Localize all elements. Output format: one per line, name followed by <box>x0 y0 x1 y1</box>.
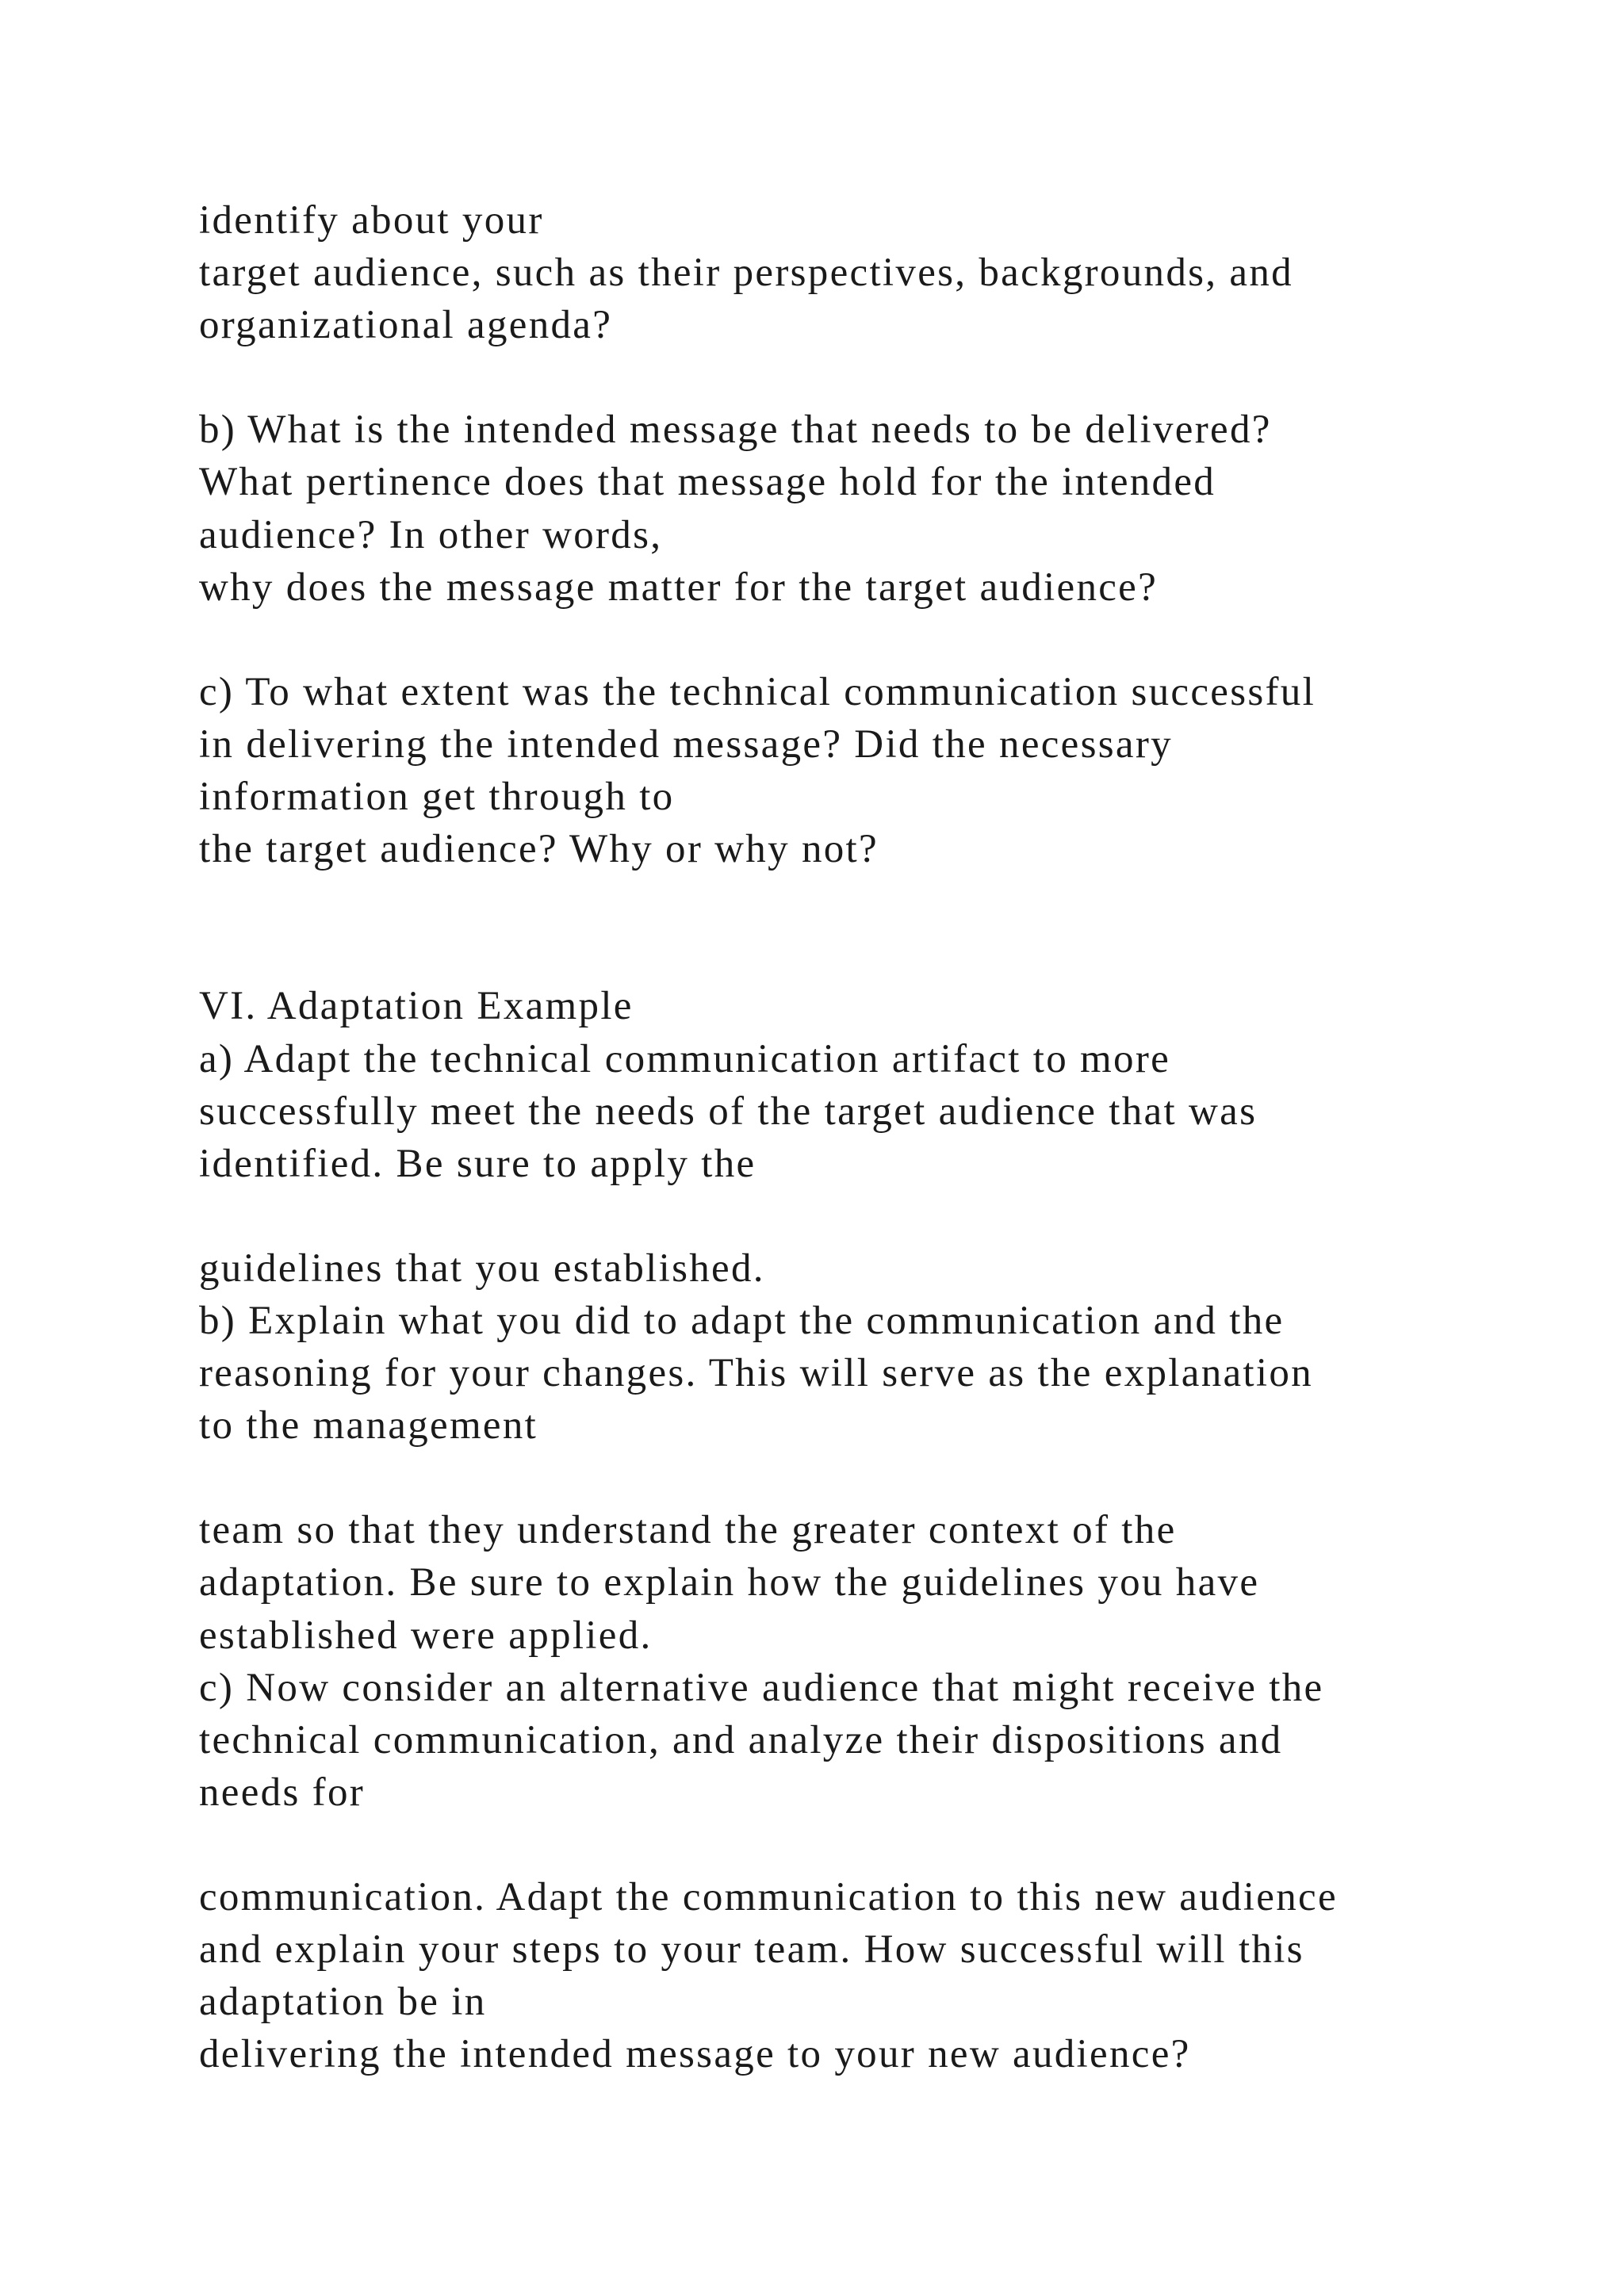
text-line: guidelines that you established. <box>199 1246 765 1291</box>
text-line: c) Now consider an alternative audience that might receive the <box>199 1665 1324 1710</box>
text-line: to the management <box>199 1403 538 1448</box>
blank-line <box>199 1452 1500 1504</box>
text-line: technical communication, and analyze their dispositions and <box>199 1717 1283 1762</box>
text-line: needs for <box>199 1770 366 1815</box>
text-line: identified. Be sure to apply the <box>199 1141 756 1186</box>
text-line: communication. Adapt the communication to this new audience <box>199 1875 1338 1919</box>
text-line: b) Explain what you did to adapt the communication and the <box>199 1298 1285 1343</box>
text-line: a) Adapt the technical communication artifact to more <box>199 1036 1171 1081</box>
text-line: c) To what extent was the technical communication successful <box>199 669 1316 714</box>
blank-line <box>199 1190 1500 1242</box>
section-heading: VI. Adaptation Example <box>199 984 634 1029</box>
document-body <box>199 194 1500 2080</box>
text-line: adaptation. Be sure to explain how the guidelines you have <box>199 1560 1260 1605</box>
blank-line <box>199 1819 1500 1871</box>
blank-line <box>199 351 1500 404</box>
text-line: successfully meet the needs of the target audience that was <box>199 1089 1258 1134</box>
text-line: why does the message matter for the target audience? <box>199 564 1159 610</box>
text-line: in delivering the intended message? Did the necessary <box>199 721 1173 767</box>
text-line: delivering the intended message to your new audience? <box>199 2032 1191 2077</box>
text-line: target audience, such as their perspectives, backgrounds, and <box>199 251 1293 296</box>
text-line: identify about your <box>199 198 544 243</box>
text-line: What pertinence does that message hold for the intended <box>199 460 1216 505</box>
text-line: information get through to <box>199 775 675 820</box>
text-line: established were applied. <box>199 1613 653 1658</box>
text-line: reasoning for your changes. This will serve as the explanation <box>199 1351 1313 1396</box>
text-line: audience? In other words, <box>199 512 663 557</box>
text-line: and explain your steps to your team. How successful will this <box>199 1927 1304 1973</box>
text-line: team so that they understand the greater context of the <box>199 1508 1177 1553</box>
blank-line <box>199 614 1500 666</box>
text-line: b) What is the intended message that needs to be delivered? <box>199 408 1272 453</box>
text-line: the target audience? Why or why not? <box>199 827 879 872</box>
blank-line <box>199 928 1500 980</box>
text-line: organizational agenda? <box>199 303 613 348</box>
blank-line <box>199 875 1500 928</box>
text-line: adaptation be in <box>199 1980 487 2025</box>
